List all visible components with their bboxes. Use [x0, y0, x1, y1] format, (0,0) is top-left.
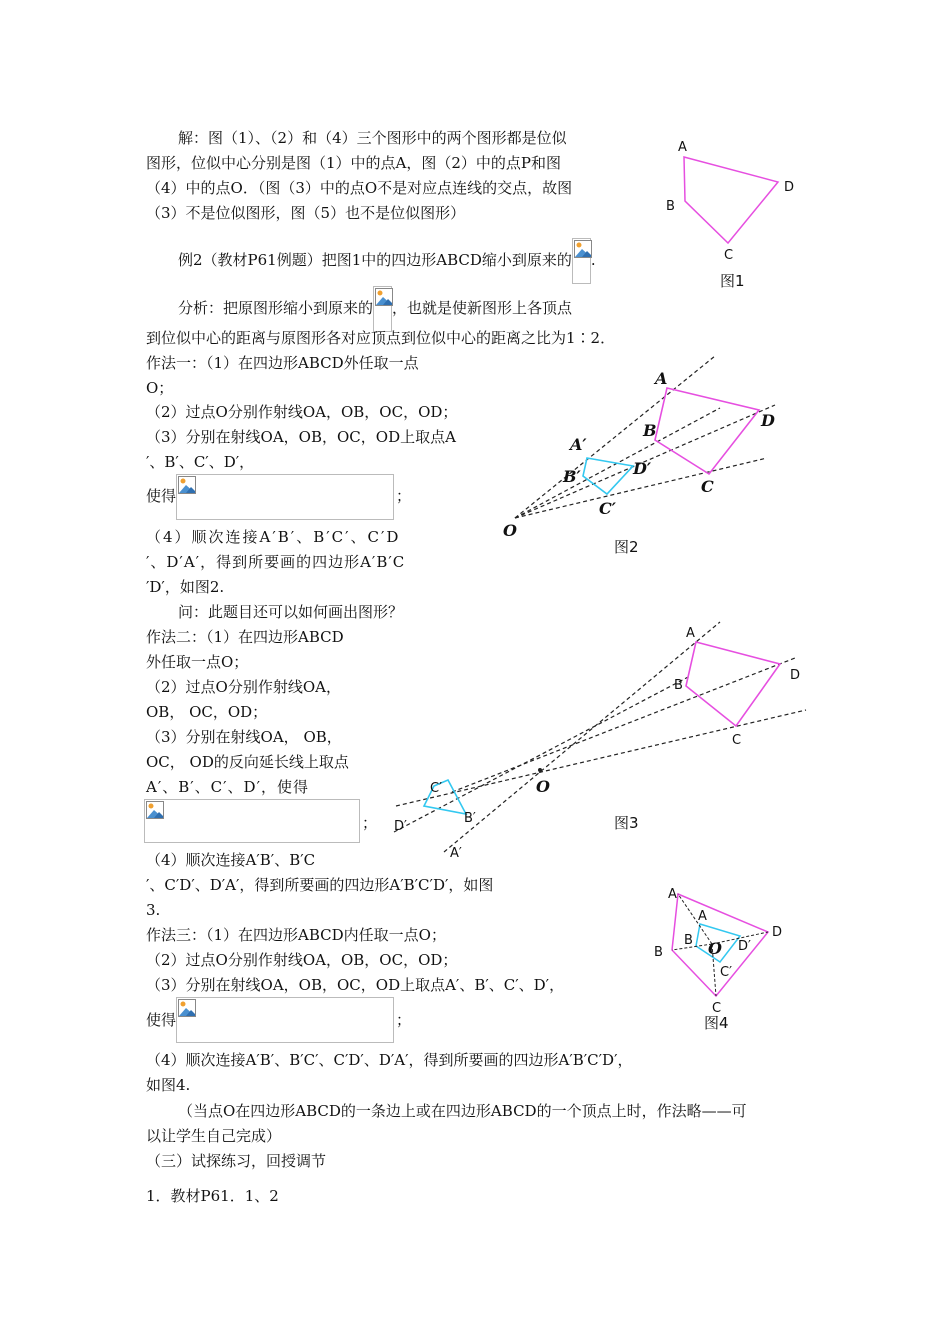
label-o: O [503, 521, 517, 540]
text-line: ′、B′、C′、D′， [146, 453, 255, 471]
label-b: B [643, 421, 657, 440]
label-a-prime: A′ [570, 435, 587, 454]
ray-oc [396, 710, 806, 806]
text-line: 使得 [146, 487, 177, 505]
text-line: 使得 [146, 1011, 177, 1029]
label-b-prime: B′ [563, 467, 581, 486]
broken-image-icon [178, 476, 196, 494]
text-line: （4）中的点O．（图（3）中的点O不是对应点连线的交点，故图 [146, 179, 573, 197]
text-line: （三）试探练习，回授调节 [146, 1152, 327, 1170]
figure-1-caption: 图1 [720, 272, 745, 290]
label-d: D [772, 925, 783, 940]
label-c: C [732, 733, 742, 748]
text-line: （当点O在四边形ABCD的一条边上或在四边形ABCD的一个顶点上时，作法略——可 [178, 1102, 747, 1120]
text-line: 解：图（1）、（2）和（4）三个图形中的两个图形都是位似 [178, 129, 567, 147]
label-c-prime: C′ [720, 965, 733, 980]
label-d: D [790, 668, 801, 683]
center-o-point [538, 768, 542, 772]
text-line: 作法二：（1）在四边形ABCD [146, 628, 344, 646]
text-line: ′、C′D′、D′A′，得到所要画的四边形A′B′C′D′，如图 [146, 876, 494, 894]
label-d: D [761, 411, 775, 430]
equation-image-placeholder [144, 799, 360, 843]
ray-oa [515, 356, 715, 518]
text-line: 图形，位似中心分别是图（1）中的点A，图（2）中的点P和图 [146, 154, 562, 172]
broken-image-icon [178, 999, 196, 1017]
text-line: （4）顺次连接A′B′、B′C′、C′D′、D′A′，得到所要画的四边形A′B′C′D′， [146, 1051, 633, 1069]
ray-od [452, 658, 795, 792]
text-punct: . [590, 251, 596, 269]
text-line: ′D′，如图2. [146, 578, 225, 596]
text-line: （2）过点O分别作射线OA，OB，OC，OD； [146, 403, 458, 421]
text-line: O； [146, 379, 174, 397]
label-o: O [536, 777, 550, 796]
text-line: 3. [146, 901, 161, 919]
label-b-prime: B′ [464, 811, 476, 826]
text-line: （2）过点O分别作射线OA， [146, 678, 341, 696]
fraction-image-placeholder [572, 238, 591, 284]
text-line: （3）不是位似图形，图（5）也不是位似图形） [146, 204, 466, 222]
figure-3-caption: 图3 [614, 814, 639, 832]
text-line: 外任取一点O； [146, 653, 249, 671]
text-punct: ； [362, 814, 378, 832]
label-d-prime: D′ [633, 459, 652, 478]
quadrilateral-abcd [655, 388, 759, 474]
figure-3 [390, 620, 810, 860]
text-line: （3）分别在射线OA， OB， [146, 728, 342, 746]
text-line: ′、D′A′，得到所要画的四边形A′B′C [146, 553, 406, 571]
text-line: （4）顺次连接A′B′、B′C [146, 851, 316, 869]
text-line: OC， OD的反向延长线上取点 [146, 753, 349, 771]
fraction-image-placeholder [373, 286, 392, 332]
figure-2 [495, 350, 785, 550]
equation-image-placeholder [176, 474, 394, 520]
quadrilateral-a1b1c1d1 [583, 458, 633, 494]
text-line: A′、B′、C′、D′，使得 [146, 778, 309, 796]
text-line: 作法一：（1）在四边形ABCD外任取一点 [146, 354, 419, 372]
label-a-prime: A′ [450, 846, 462, 860]
text-line [178, 238, 596, 284]
text-line: 如图4. [146, 1076, 191, 1094]
label-d-prime: D′ [738, 939, 751, 954]
text-line: OB， OC，OD； [146, 703, 268, 721]
label-c: C [701, 477, 714, 496]
label-a: A [668, 887, 677, 902]
label-c-prime: C′ [430, 781, 443, 796]
label-o: O [708, 939, 722, 958]
text-line: 到位似中心的距离与原图形各对应顶点到位似中心的距离之比为1∶2． [146, 329, 616, 347]
figure-4-caption: 图4 [704, 1014, 729, 1032]
broken-image-icon [574, 240, 592, 258]
quadrilateral-abcd [686, 642, 780, 726]
text-line: （4）顺次连接A′B′、B′C′、C′D [146, 528, 401, 546]
label-a: A [655, 369, 668, 388]
text-line [178, 286, 572, 332]
figure-2-caption: 图2 [614, 538, 639, 556]
label-b: B [654, 945, 663, 960]
text-span: 分析：把原图形缩小到原来的 [178, 299, 374, 317]
label-a-inner: A [698, 909, 707, 924]
label-a: A [678, 140, 687, 155]
text-line: （2）过点O分别作射线OA，OB，OC，OD； [146, 951, 458, 969]
text-line: 问：此题目还可以如何画出图形？ [178, 603, 404, 621]
equation-image-placeholder [176, 997, 394, 1043]
text-span: ，也就是使新图形上各顶点 [392, 299, 573, 317]
text-punct: ； [396, 1011, 412, 1029]
text-line: 作法三：（1）在四边形ABCD内任取一点O； [146, 926, 446, 944]
ray-oa [444, 622, 720, 852]
label-a: A [686, 626, 695, 641]
label-d: D [784, 180, 795, 195]
label-c: C [712, 1001, 722, 1016]
text-line: 1．教材P61．1、2 [146, 1187, 279, 1205]
text-line: （3）分别在射线OA，OB，OC，OD上取点A′、B′、C′、D′， [146, 976, 565, 994]
broken-image-icon [146, 801, 164, 819]
figure-4 [650, 880, 800, 1020]
broken-image-icon [375, 288, 393, 306]
label-d-prime: D′ [394, 819, 407, 834]
text-line: （3）分别在射线OA，OB，OC，OD上取点A [146, 428, 456, 446]
text-punct: ； [396, 487, 412, 505]
quadrilateral-abcd [684, 157, 778, 243]
example-title: 例2（教材P61例题）把图1中的四边形ABCD缩小到原来的 [178, 251, 572, 269]
label-b: B [666, 199, 675, 214]
label-b-inner: B [684, 933, 693, 948]
label-b: B [674, 678, 683, 693]
label-c: C [724, 248, 734, 263]
label-c-prime: C′ [599, 499, 616, 518]
text-line: 以让学生自己完成） [146, 1127, 282, 1145]
